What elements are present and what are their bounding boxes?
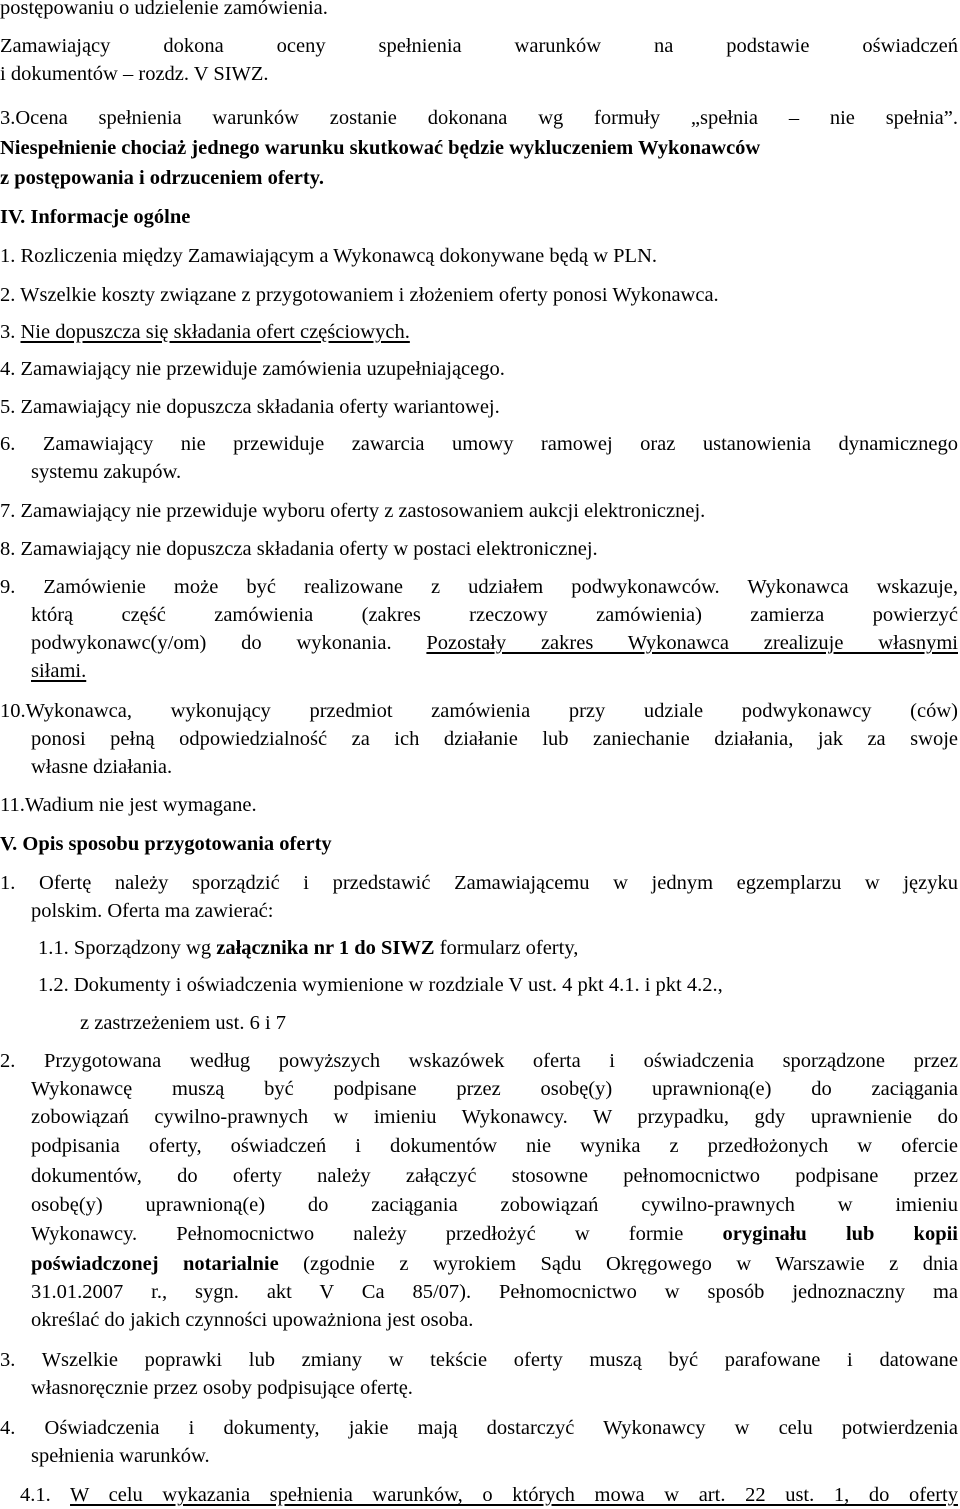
- text-segment: 1. Ofertę należy sporządzić i przedstawić Zamawiającemu w jednym egzemplarzu w języku: [0, 872, 958, 894]
- text-segment: 1.1. Sporządzony wg: [38, 937, 217, 959]
- text-segment: 2. Wszelkie koszty związane z przygotowaniem i złożeniem oferty ponosi Wykonawca.: [0, 284, 719, 306]
- text-segment: określać do jakich czynności upoważniona jest osoba.: [31, 1309, 474, 1331]
- text-line: [31, 1306, 473, 1334]
- text-line: [38, 934, 578, 962]
- text-line: [31, 657, 86, 685]
- text-line: [0, 1414, 958, 1442]
- text-line: [0, 0, 328, 22]
- text-line: [0, 104, 958, 132]
- text-line: [31, 629, 958, 657]
- text-line: [31, 458, 181, 486]
- text-line: [20, 1481, 958, 1509]
- text-line: [0, 164, 324, 192]
- text-segment: (zgodnie z wyrokiem Sądu Okręgowego w Warszawie z dnia: [278, 1253, 959, 1275]
- text-line: [31, 1075, 958, 1103]
- text-line: [0, 430, 958, 458]
- text-line: [0, 134, 760, 162]
- text-line: [80, 1009, 286, 1037]
- text-segment: 5. Zamawiający nie dopuszcza składania oferty wariantowej.: [0, 396, 500, 418]
- text-line: [0, 830, 332, 858]
- text-segment: osobę(y) uprawnioną(e) do zaciągania zobowiązań cywilno-prawnych w imieniu: [31, 1194, 958, 1216]
- text-segment: formularz oferty,: [434, 937, 579, 959]
- text-segment: polskim. Oferta ma zawierać:: [31, 900, 274, 922]
- text-line: [0, 697, 958, 725]
- text-line: [38, 971, 723, 999]
- text-line: [0, 281, 719, 309]
- text-line: [0, 497, 705, 525]
- text-segment: 3. Wszelkie poprawki lub zmiany w tekście oferty muszą być parafowane i datowane: [0, 1349, 958, 1371]
- text-segment: 3.: [0, 321, 21, 343]
- text-segment: spełnienia warunków.: [31, 1445, 210, 1467]
- text-line: [0, 242, 657, 270]
- text-segment: zobowiązań cywilno-prawnych w imieniu Wykonawcy. W przypadku, gdy uprawnienie do: [31, 1106, 958, 1128]
- text-segment: Zamawiający dokona oceny spełnienia warunków na podstawie oświadczeń: [0, 35, 958, 57]
- text-line: [0, 393, 500, 421]
- text-segment: oryginału lub kopii: [722, 1223, 959, 1245]
- text-segment: 10.Wykonawca, wykonujący przedmiot zamówienia przy udziale podwykonawcy (ców): [0, 700, 958, 722]
- text-line: [0, 60, 269, 88]
- text-line: [31, 1103, 958, 1131]
- text-line: [31, 753, 172, 781]
- text-line: [31, 1278, 958, 1306]
- text-line: [31, 601, 958, 629]
- text-segment: 1. Rozliczenia między Zamawiającym a Wykonawcą dokonywane będą w PLN.: [0, 245, 658, 267]
- text-segment: własnoręcznie przez osoby podpisujące ofertę.: [31, 1377, 413, 1399]
- text-segment: 7. Zamawiający nie przewiduje wyboru oferty z zastosowaniem aukcji elektronicznej.: [0, 500, 706, 522]
- text-segment: Wykonawcy. Pełnomocnictwo należy przedłożyć w formie: [31, 1223, 723, 1245]
- text-segment: załącznika nr 1 do SIWZ: [216, 937, 435, 959]
- text-segment: 9. Zamówienie może być realizowane z udziałem podwykonawców. Wykonawca wskazuje,: [0, 576, 958, 598]
- text-line: [31, 1162, 958, 1190]
- text-segment: którą część zamówienia (zakres rzeczowy zamówienia) zamierza powierzyć: [31, 604, 958, 626]
- text-segment: z postępowania i odrzuceniem oferty.: [0, 167, 324, 189]
- text-line: [0, 1346, 958, 1374]
- text-line: [31, 1250, 958, 1278]
- text-line: [31, 1374, 413, 1402]
- text-segment: poświadczonej notarialnie: [31, 1253, 279, 1275]
- text-line: [0, 355, 505, 383]
- text-segment: W celu wykazania spełnienia warunków, o których mowa w art. 22 ust. 1, do oferty: [70, 1484, 958, 1506]
- text-line: [0, 1047, 958, 1075]
- text-segment: Wykonawcę muszą być podpisane przez osobę(y) uprawnioną(e) do zaciągania: [31, 1078, 958, 1100]
- text-segment: 8. Zamawiający nie dopuszcza składania oferty w postaci elektronicznej.: [0, 538, 598, 560]
- text-segment: V. Opis sposobu przygotowania oferty: [0, 833, 332, 855]
- text-segment: 4. Zamawiający nie przewiduje zamówienia uzupełniającego.: [0, 358, 505, 380]
- text-line: [31, 1220, 958, 1248]
- text-line: [31, 725, 958, 753]
- text-segment: podwykonawc(y/om) do wykonania.: [31, 632, 427, 654]
- text-segment: IV. Informacje ogólne: [0, 206, 191, 228]
- text-segment: 4. Oświadczenia i dokumenty, jakie mają dostarczyć Wykonawcy w celu potwierdzenia: [0, 1417, 958, 1439]
- text-segment: 1.2. Dokumenty i oświadczenia wymienione w rozdziale V ust. 4 pkt 4.1. i pkt 4.2.,: [38, 974, 723, 996]
- text-segment: Nie dopuszcza się składania ofert częściowych.: [20, 321, 410, 343]
- text-segment: postępowaniu o udzielenie zamówienia.: [0, 0, 328, 19]
- text-segment: 2. Przygotowana według powyższych wskazówek oferta i oświadczenia sporządzone przez: [0, 1050, 958, 1072]
- text-segment: 31.01.2007 r., sygn. akt V Ca 85/07). Pełnomocnictwo w sposób jednoznaczny ma: [31, 1281, 958, 1303]
- text-line: [31, 1132, 958, 1160]
- text-segment: 3.Ocena spełnienia warunków zostanie dokonana wg formuły „spełnia – nie spełnia”.: [0, 107, 958, 129]
- text-line: [0, 791, 257, 819]
- text-line: [0, 318, 410, 346]
- text-segment: podpisania oferty, oświadczeń i dokumentów nie wynika z przedłożonych w ofercie: [31, 1135, 958, 1157]
- text-segment: i dokumentów – rozdz. V SIWZ.: [0, 63, 269, 85]
- text-segment: Niespełnienie chociaż jednego warunku skutkować będzie wykluczeniem Wykonawców: [0, 137, 761, 159]
- text-line: [0, 32, 958, 60]
- text-line: [0, 573, 958, 601]
- text-segment: 6. Zamawiający nie przewiduje zawarcia umowy ramowej oraz ustanowienia dynamicznego: [0, 433, 958, 455]
- text-segment: siłami.: [31, 660, 87, 682]
- text-line: [31, 897, 273, 925]
- text-segment: ponosi pełną odpowiedzialność za ich działanie lub zaniechanie działania, jak za swoje: [31, 728, 958, 750]
- text-segment: systemu zakupów.: [31, 461, 182, 483]
- text-line: [0, 869, 958, 897]
- text-segment: własne działania.: [31, 756, 173, 778]
- text-line: [0, 535, 598, 563]
- text-segment: z zastrzeżeniem ust. 6 i 7: [80, 1012, 287, 1034]
- text-segment: 11.Wadium nie jest wymagane.: [0, 794, 257, 816]
- text-line: [31, 1191, 958, 1219]
- text-segment: dokumentów, do oferty należy załączyć stosowne pełnomocnictwo podpisane przez: [31, 1165, 958, 1187]
- text-segment: Pozostały zakres Wykonawca zrealizuje własnymi: [426, 632, 958, 654]
- text-segment: 4.1.: [20, 1484, 71, 1506]
- text-line: [31, 1442, 210, 1470]
- text-line: [0, 203, 190, 231]
